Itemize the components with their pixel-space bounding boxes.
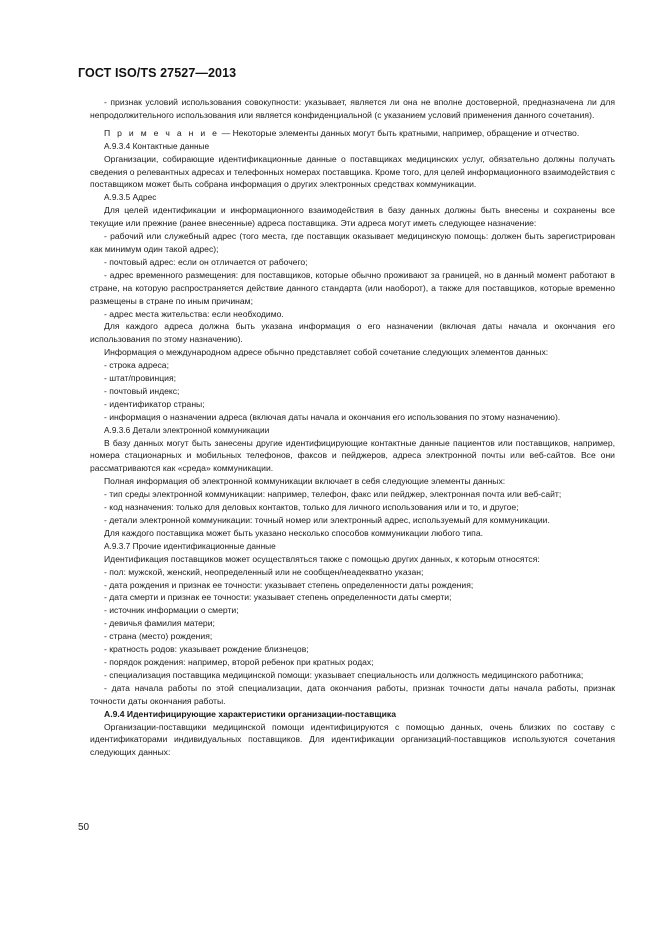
list-item: - дата рождения и признак ее точности: указывает степень определенности даты рождения;	[104, 579, 474, 590]
list-item: - специализация поставщика медицинской помощи: указывает специальность или должность медицинского работника;	[104, 669, 584, 680]
list-item: - кратность родов: указывает рождение близнецов;	[104, 644, 309, 655]
list-item: - детали электронной коммуникации: точный номер или электронный адрес, используемый для коммуникации.	[104, 515, 550, 525]
list-item: - информация о назначении адреса (включая даты начала и окончания его использования по этому назначению).	[104, 411, 561, 422]
section-heading-bold: А.9.4 Идентифицирующие характеристики организации-поставщика	[104, 708, 396, 719]
paragraph: Для каждого поставщика может быть указано несколько способов коммуникации любого типа.	[104, 527, 483, 538]
section-heading: А.9.3.7 Прочие идентификационные данные	[104, 540, 276, 551]
paragraph: Информация о международном адресе обычно представляет собой сочетание следующих элементов данных:	[104, 347, 549, 358]
paragraph: В базу данных могут быть занесены другие идентифицирующие контактные данные пациентов или поставщиков, например, номера стационарных и мобильных телефонов, факсов и пейджеров, адреса электронной почты или веб-сайтов. Все они рассматриваются как «среда» коммуникации.	[90, 437, 615, 474]
document-body	[90, 96, 615, 759]
section-heading: А.9.3.6 Детали электронной коммуникации	[104, 424, 270, 435]
list-item: - идентификатор страны;	[104, 398, 205, 409]
list-item: - адрес места жительства: если необходимо.	[104, 308, 284, 319]
list-item: - почтовый адрес: если он отличается от рабочего;	[104, 256, 308, 267]
paragraph: Полная информация об электронной коммуникации включает в себя следующие элементы данных:	[104, 476, 506, 487]
section-heading: А.9.3.4 Контактные данные	[104, 140, 210, 151]
list-item: - порядок рождения: например, второй ребенок при кратных родах;	[104, 656, 374, 667]
list-item: - строка адреса;	[104, 360, 169, 371]
list-item: - адрес временного размещения: для поставщиков, которые обычно проживают за границей, но в данный момент работают в стране, на которую распространяется действие данного стандарта (или наоборот), а также для поставщиков, которые временно размещены в стране по иным причинам;	[90, 269, 615, 306]
list-item: - штат/провинция;	[104, 373, 176, 384]
list-item: - почтовый индекс;	[104, 385, 180, 396]
paragraph: Организации, собирающие идентификационные данные о поставщиках медицинских услуг, обязательно должны получать сведения о релевантных адресах и телефонных номерах поставщика. Кроме того, для целей информационного взаимодействия с поставщиком может быть собрана информация о других электронных средствах коммуникации.	[90, 153, 615, 190]
list-item: - пол: мужской, женский, неопределенный или не сообщен/неадекватно указан;	[104, 566, 424, 577]
list-item: - код назначения: только для деловых контактов, только для личного использования или и то, и другое;	[104, 502, 519, 513]
list-item: - тип среды электронной коммуникации: например, телефон, факс или пейджер, электронная почта или веб-сайт;	[104, 489, 562, 500]
list-item: - признак условий использования совокупности: указывает, является ли она не вполне достоверной, предназначена ли для непродолжительного использования или является конфиденциальной (с указанием условий применения данного сочетания).	[90, 97, 615, 120]
page-number: 50	[78, 822, 90, 833]
list-item: - страна (место) рождения;	[104, 631, 213, 642]
paragraph: Идентификация поставщиков может осуществляться также с помощью других данных, к которым относятся:	[104, 553, 540, 564]
paragraph: Для целей идентификации и информационного взаимодействия в базу данных должны быть внесены и сохранены все текущие или прежние (ранее внесенные) адреса поставщика. Эти адреса могут иметь следующее назначение:	[90, 205, 615, 229]
paragraph: Для каждого адреса должна быть указана информация о его назначении (включая даты начала и окончания его использования по этому назначению).	[90, 321, 615, 345]
list-item: - рабочий или служебный адрес (того места, где поставщик оказывает медицинскую помощь: должен быть зарегистрирован как минимум один такой адрес);	[90, 231, 615, 254]
list-item: - дата начала работы по этой специализации, дата окончания работы, признак точности даты начала работы, признак точности даты окончания работы.	[90, 682, 615, 706]
section-heading: А.9.3.5 Адрес	[104, 192, 157, 203]
note-label: П р и м е ч а н и е	[104, 127, 220, 138]
list-item: - дата смерти и признак ее точности: указывает степень определенности даты смерти;	[104, 592, 452, 603]
list-item: - девичья фамилия матери;	[104, 618, 215, 629]
paragraph: Организации-поставщики медицинской помощи идентифицируются с помощью данных, очень близких по составу с идентификаторами индивидуальных поставщиков. Для идентификации организаций-поставщиков используются сочетания следующих данных:	[90, 721, 615, 758]
note-text: — Некоторые элементы данных могут быть кратными, например, обращение и отчество.	[219, 127, 580, 138]
document-header: ГОСТ ISO/TS 27527—2013	[78, 66, 237, 80]
note-paragraph	[90, 127, 615, 140]
list-item: - источник информации о смерти;	[104, 605, 239, 616]
